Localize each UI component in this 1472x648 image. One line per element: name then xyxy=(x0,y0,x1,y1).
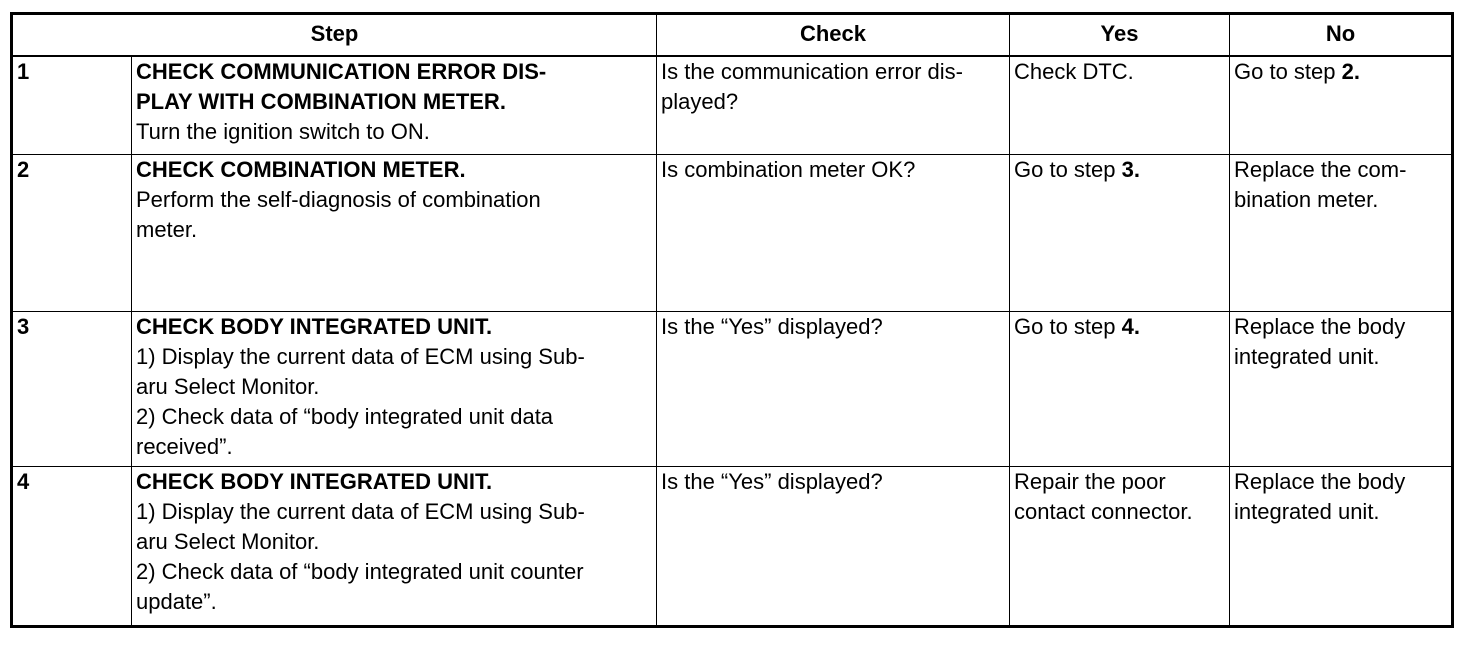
header-step: Step xyxy=(12,14,657,57)
table-row xyxy=(12,155,1453,312)
step-title: CHECK COMBINATION METER. xyxy=(136,157,466,182)
header-check: Check xyxy=(657,14,1010,57)
step-text: Perform the self-diagnosis of combination meter. xyxy=(136,187,541,242)
step-text: 1) Display the current data of ECM using Sub- aru Select Monitor. 2) Check data of “body integrated unit counter update”. xyxy=(136,499,585,614)
yes-cell: Repair the poor contact connector. xyxy=(1010,467,1230,627)
yes-cell: Check DTC. xyxy=(1010,56,1230,155)
step-number: 2 xyxy=(12,155,132,312)
step-cell xyxy=(132,56,657,155)
step-cell xyxy=(132,312,657,467)
step-title: CHECK BODY INTEGRATED UNIT. xyxy=(136,469,493,494)
table-row xyxy=(12,312,1453,467)
no-cell: Replace the body integrated unit. xyxy=(1230,312,1453,467)
diagnostic-table xyxy=(10,12,1454,628)
step-title: CHECK COMMUNICATION ERROR DIS- PLAY WITH COMBINATION METER. xyxy=(136,59,547,114)
step-cell xyxy=(132,155,657,312)
table-row xyxy=(12,467,1453,627)
header-row xyxy=(12,14,1453,57)
no-cell: Go to step 2. xyxy=(1230,56,1453,155)
step-cell xyxy=(132,467,657,627)
no-cell: Replace the body integrated unit. xyxy=(1230,467,1453,627)
step-title: CHECK BODY INTEGRATED UNIT. xyxy=(136,314,493,339)
check-cell: Is the “Yes” displayed? xyxy=(657,312,1010,467)
check-cell: Is combination meter OK? xyxy=(657,155,1010,312)
check-cell: Is the “Yes” displayed? xyxy=(657,467,1010,627)
step-text: 1) Display the current data of ECM using Sub- aru Select Monitor. 2) Check data of “body integrated unit data received”. xyxy=(136,344,585,459)
no-cell: Replace the com- bination meter. xyxy=(1230,155,1453,312)
header-no: No xyxy=(1230,14,1453,57)
check-cell: Is the communication error dis- played? xyxy=(657,56,1010,155)
header-yes: Yes xyxy=(1010,14,1230,57)
step-number: 1 xyxy=(12,56,132,155)
step-text: Turn the ignition switch to ON. xyxy=(136,119,430,144)
step-number: 4 xyxy=(12,467,132,627)
step-number: 3 xyxy=(12,312,132,467)
table-row xyxy=(12,56,1453,155)
yes-cell: Go to step 3. xyxy=(1010,155,1230,312)
yes-cell: Go to step 4. xyxy=(1010,312,1230,467)
